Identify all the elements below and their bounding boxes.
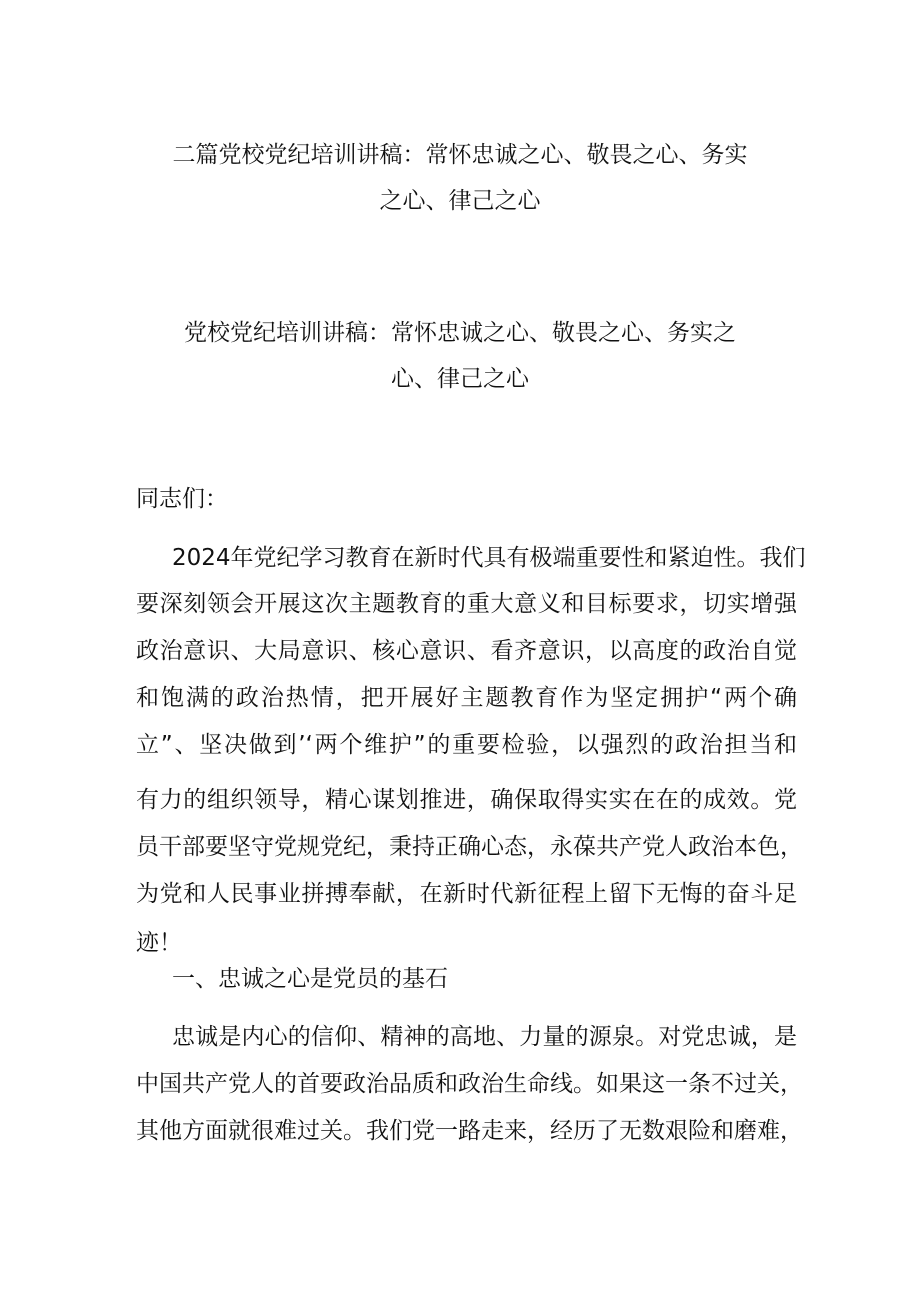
paragraph-line: 员干部要坚守党规党纪，秉持正确心态，永葆共产党人政治本色， — [136, 834, 803, 860]
document-title-line-1: 二篇党校党纪培训讲稿：常怀忠诚之心、敬畏之心、务实 — [172, 142, 748, 168]
paragraph-line: 中国共产党人的首要政治品质和政治生命线。如果这一条不过关， — [136, 1071, 803, 1097]
subtitle-line-2: 心、律己之心 — [391, 366, 529, 392]
paragraph-line: 为党和人民事业拼搏奉献，在新时代新征程上留下无悔的奋斗足 — [136, 881, 797, 907]
paragraph-line: 忠诚是内心的信仰、精神的高地、力量的源泉。对党忠诚，是 — [172, 1024, 797, 1050]
section-heading: 一、忠诚之心是党员的基石 — [172, 966, 448, 992]
paragraph-line: 立”、坚决做到’‘两个维护”的重要检验，以强烈的政治担当和 — [136, 732, 797, 758]
document-title-line-2: 之心、律己之心 — [379, 188, 541, 214]
paragraph-line: 迹！ — [136, 930, 182, 956]
paragraph-line: 其他方面就很难过关。我们党一路走来，经历了无数艰险和磨难， — [136, 1118, 803, 1144]
paragraph-line: 有力的组织领导，精心谋划推进，确保取得实实在在的成效。党 — [136, 787, 797, 813]
salutation: 同志们： — [136, 486, 228, 512]
paragraph-line: 2024年党纪学习教育在新时代具有极端重要性和紧迫性。我们 — [172, 545, 806, 571]
paragraph-line: 和饱满的政治热情，把开展好主题教育作为坚定拥护“两个确 — [136, 685, 797, 711]
subtitle-line-1: 党校党纪培训讲稿：常怀忠诚之心、敬畏之心、务实之 — [184, 320, 736, 346]
paragraph-line: 要深刻领会开展这次主题教育的重大意义和目标要求，切实增强 — [136, 591, 797, 617]
paragraph-line: 政治意识、大局意识、核心意识、看齐意识，以高度的政治自觉 — [136, 638, 797, 664]
